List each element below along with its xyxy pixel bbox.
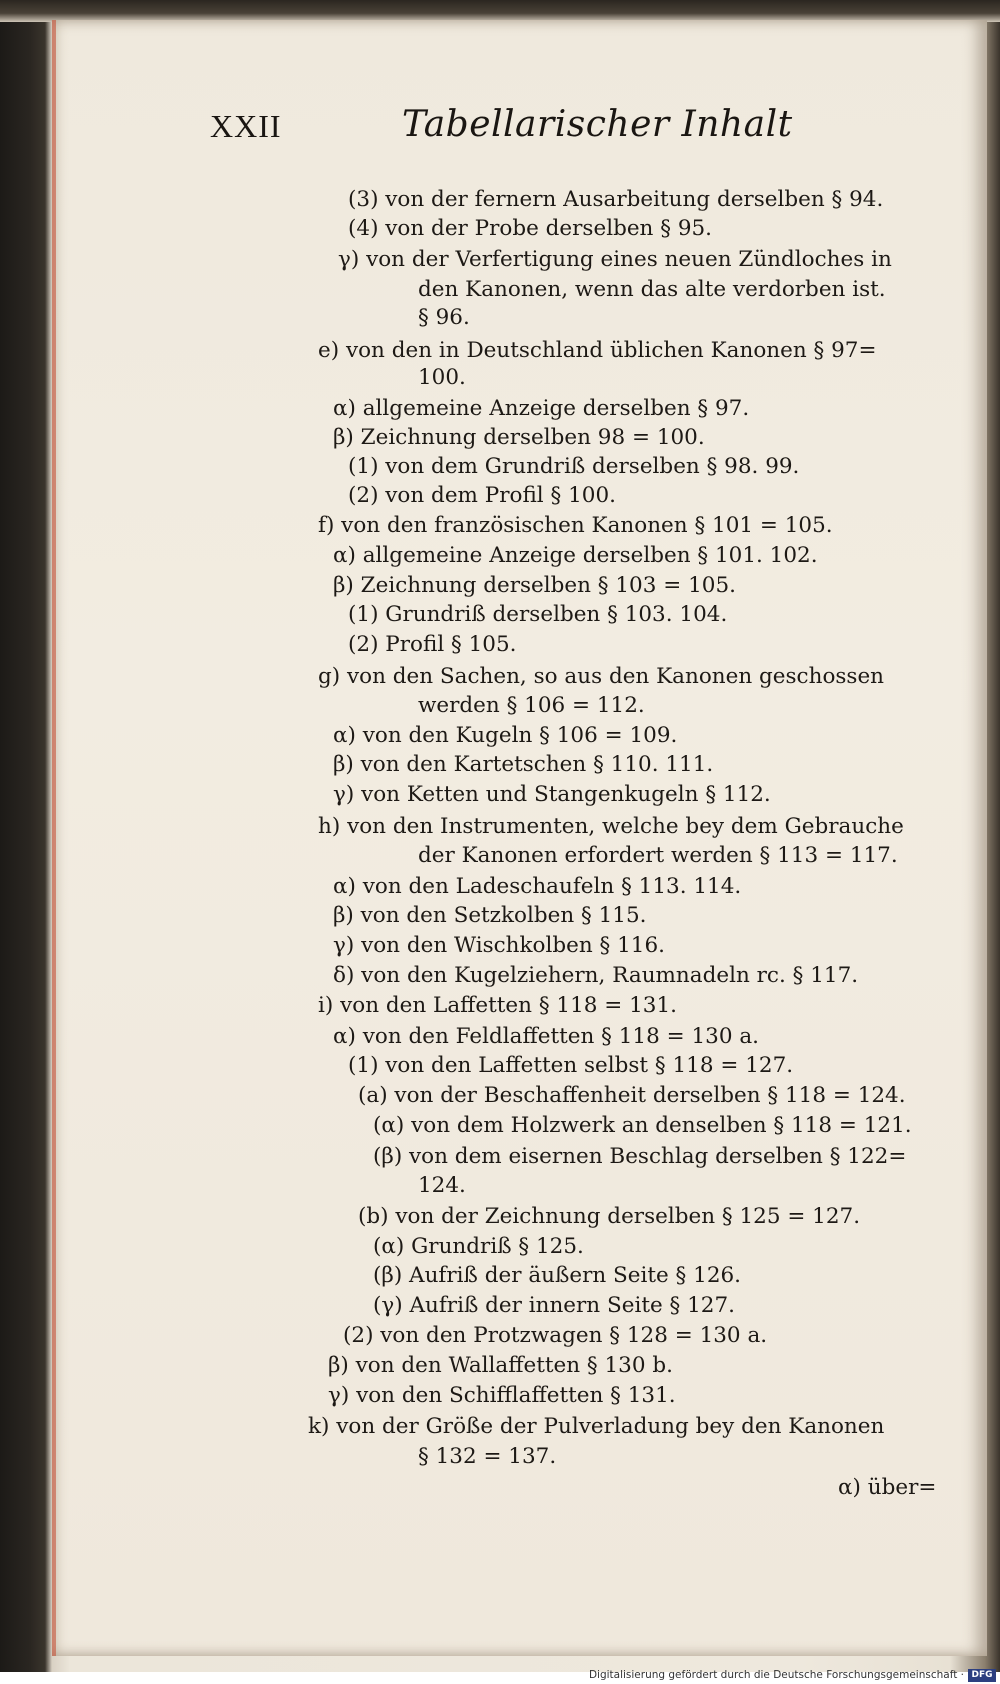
toc-entry: (2) Profil § 105. — [348, 632, 517, 657]
toc-entry: (a) von der Beschaffenheit derselben § 118 = 124. — [358, 1083, 906, 1108]
toc-entry: (3) von der fernern Ausarbeitung derselben § 94. — [348, 187, 884, 212]
toc-entry: e) von den in Deutschland üblichen Kanonen § 97= — [318, 338, 877, 363]
toc-entry: β) Zeichnung derselben 98 = 100. — [333, 425, 705, 450]
toc-entry: β) von den Wallaffetten § 130 b. — [328, 1353, 673, 1378]
toc-entry: 124. — [418, 1173, 466, 1198]
toc-entry: β) von den Kartetschen § 110. 111. — [333, 752, 714, 777]
toc-entry: g) von den Sachen, so aus den Kanonen geschossen — [318, 664, 885, 689]
toc-entry: (γ) Aufriß der innern Seite § 127. — [373, 1293, 735, 1318]
toc-entry: h) von den Instrumenten, welche bey dem Gebrauche — [318, 814, 904, 839]
digitization-credit: Digitalisierung gefördert durch die Deutsche Forschungsgemeinschaft · — [588, 1669, 964, 1681]
toc-entry: α) von den Kugeln § 106 = 109. — [333, 723, 678, 748]
toc-entry: γ) von den Wischkolben § 116. — [333, 933, 666, 958]
toc-entry: (2) von den Protzwagen § 128 = 130 a. — [343, 1323, 768, 1348]
toc-entry: der Kanonen erfordert werden § 113 = 117. — [418, 843, 898, 868]
toc-entry: (β) von dem eisernen Beschlag derselben § 122= — [373, 1144, 907, 1169]
toc-entry: f) von den französischen Kanonen § 101 = 105. — [318, 513, 833, 538]
toc-entry: (1) Grundriß derselben § 103. 104. — [348, 602, 728, 627]
toc-entry: (α) Grundriß § 125. — [373, 1234, 584, 1259]
toc-entry: (α) von dem Holzwerk an denselben § 118 = 121. — [373, 1113, 912, 1138]
toc-entry: β) von den Setzkolben § 115. — [333, 903, 647, 928]
toc-entry: (b) von der Zeichnung derselben § 125 = 127. — [358, 1204, 861, 1229]
toc-entry: 100. — [418, 365, 466, 390]
toc-entry: (2) von dem Profil § 100. — [348, 483, 616, 508]
toc-entry: (1) von dem Grundriß derselben § 98. 99. — [348, 454, 800, 479]
toc-entry: (4) von der Probe derselben § 95. — [348, 216, 713, 241]
toc-entry: α) von den Ladeschaufeln § 113. 114. — [333, 874, 742, 899]
toc-entry: i) von den Laffetten § 118 = 131. — [318, 993, 677, 1018]
toc-entry: δ) von den Kugelziehern, Raumnadeln rc. § 117. — [333, 963, 859, 988]
dfg-logo: DFG — [968, 1669, 996, 1682]
catchword: α) über= — [838, 1475, 937, 1500]
toc-entry: α) allgemeine Anzeige derselben § 97. — [333, 396, 750, 421]
toc-entry: α) von den Feldlaffetten § 118 = 130 a. — [333, 1024, 759, 1049]
toc-entry: α) allgemeine Anzeige derselben § 101. 102. — [333, 543, 818, 568]
toc-entry: (1) von den Laffetten selbst § 118 = 127. — [348, 1053, 794, 1078]
toc-entry: (β) Aufriß der äußern Seite § 126. — [373, 1263, 742, 1288]
toc-entry: den Kanonen, wenn das alte verdorben ist. — [418, 277, 886, 302]
toc-entry: γ) von der Verfertigung eines neuen Zündloches in — [338, 247, 892, 272]
toc-entry: § 132 = 137. — [418, 1444, 557, 1469]
toc-entry: werden § 106 = 112. — [418, 693, 645, 718]
running-head-title: Tabellarischer Inhalt — [402, 104, 793, 145]
toc-entry: k) von der Größe der Pulverladung bey den Kanonen — [308, 1414, 885, 1439]
toc-entry: § 96. — [418, 305, 470, 330]
toc-entry: γ) von Ketten und Stangenkugeln § 112. — [333, 782, 771, 807]
page-folio: XXII — [210, 108, 282, 144]
toc-entry: γ) von den Schifflaffetten § 131. — [328, 1383, 676, 1408]
toc-entry: β) Zeichnung derselben § 103 = 105. — [333, 573, 736, 598]
